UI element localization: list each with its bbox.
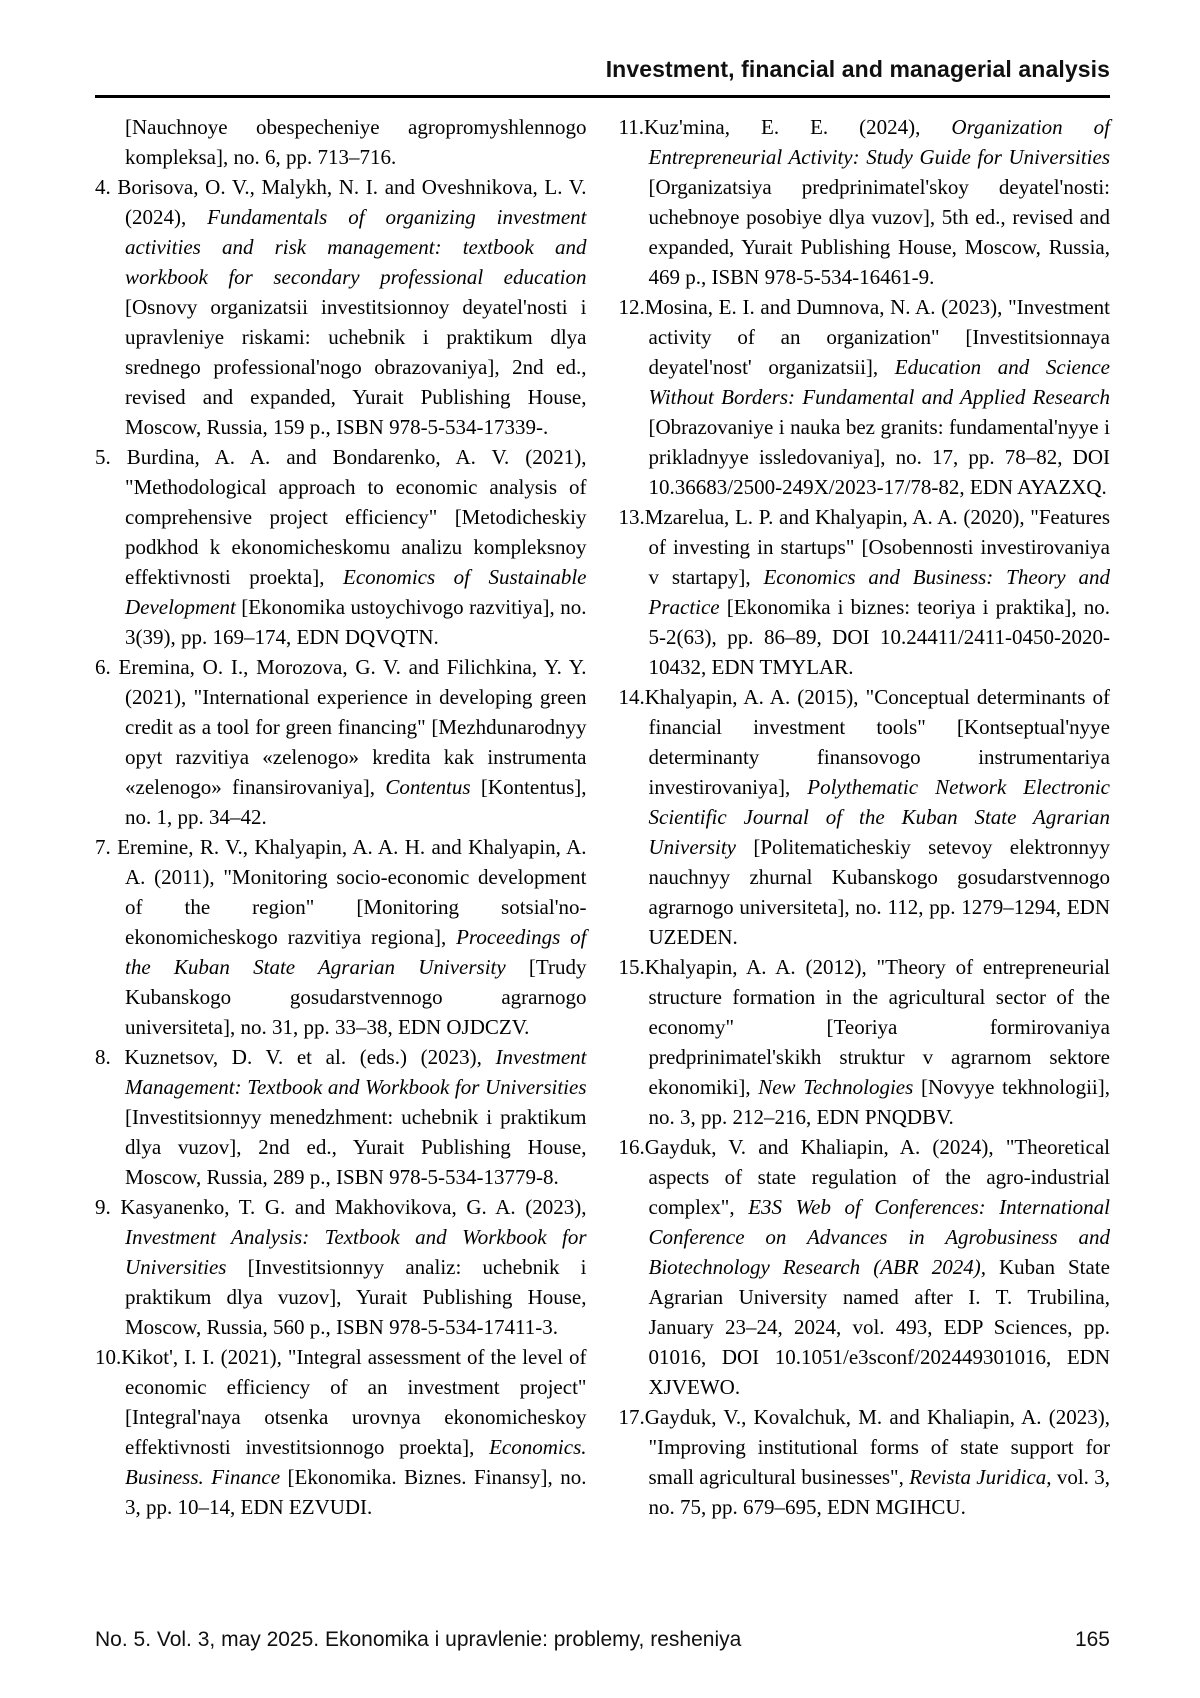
reference-text: Kuznetsov, D. V. et al. (eds.) (2023), — [124, 1045, 496, 1069]
references-section — [95, 112, 1110, 1522]
reference-number: 6. — [95, 655, 119, 679]
reference-item — [619, 112, 1111, 292]
reference-item — [619, 502, 1111, 682]
running-head-title: Investment, financial and managerial analysis — [605, 56, 1110, 82]
reference-item — [619, 682, 1111, 952]
page-footer — [95, 1628, 1110, 1652]
reference-number: 11. — [618, 115, 644, 139]
reference-item — [95, 172, 587, 442]
reference-text: [Investitsionnyy analiz: uchebnik i praktikum dlya vuzov], Yurait Publishing House, Moscow, Russia, 560 p., ISBN 978-5-534-17411-3. — [125, 1255, 587, 1339]
reference-number: 4. — [95, 175, 118, 199]
reference-number: 13. — [618, 505, 645, 529]
reference-text: Mzarelua, L. P. and Khalyapin, A. A. (2020), "Features of investing in startups" [Osobennosti investirovaniya v startapy], — [644, 505, 1110, 589]
reference-item — [95, 1192, 587, 1342]
reference-text: [Ekonomika i biznes: teoriya i praktika], no. 5-2(63), pp. 86–89, DOI 10.24411/2411-0450-2020-10432, EDN TMYLAR. — [648, 595, 1110, 679]
reference-text: [Obrazovaniye i nauka bez granits: fundamental'nyye i prikladnyye issledovaniya], no. 17, pp. 78–82, DOI 10.36683/2500-249X/2023-17/78-82, EDN AYAZXQ. — [648, 415, 1110, 499]
header-rule — [95, 95, 1110, 98]
reference-number: 14. — [618, 685, 645, 709]
reference-source-title: Investment Analysis: Textbook and Workbook for Universities — [125, 1225, 587, 1279]
reference-text: Mosina, E. I. and Dumnova, N. A. (2023), "Investment activity of an organization" [Investitsionnaya deyatel'nost' organizatsii], — [644, 295, 1110, 379]
reference-number: 8. — [95, 1045, 125, 1069]
reference-text: [Trudy Kubanskogo gosudarstvennogo agrarnogo universiteta], no. 31, pp. 33–38, EDN OJDCZV. — [125, 955, 587, 1039]
reference-text: [Politematicheskiy setevoy elektronnyy nauchnyy zhurnal Kubanskogo gosudarstvennogo agrarnogo universiteta], no. 112, pp. 1279–1294, EDN UZEDEN. — [648, 835, 1110, 949]
reference-source-title: New Technologies — [758, 1075, 914, 1099]
reference-number: 12. — [618, 295, 645, 319]
reference-number: 5. — [95, 445, 127, 469]
reference-number: 9. — [95, 1195, 121, 1219]
reference-item — [95, 1342, 587, 1522]
reference-text: [Ekonomika. Biznes. Finansy], no. 3, pp. 10–14, EDN EZVUDI. — [125, 1465, 587, 1519]
reference-source-title: E3S Web of Conferences: International Conference on Advances in Agrobusiness and Biotechnology Research (ABR 2024), — [648, 1195, 1110, 1279]
reference-text: Eremine, R. V., Khalyapin, A. A. H. and Khalyapin, A. A. (2011), "Monitoring socio-economic development of the region" [Monitoring sotsial'no-ekonomicheskogo razvitiya regiona], — [117, 835, 587, 949]
reference-source-title: Investment Management: Textbook and Workbook for Universities — [125, 1045, 587, 1099]
reference-source-title: Polythematic Network Electronic Scientific Journal of the Kuban State Agrarian University — [648, 775, 1110, 859]
reference-source-title: Education and Science Without Borders: Fundamental and Applied Research — [648, 355, 1110, 409]
references-column-right — [619, 112, 1111, 1522]
reference-item — [95, 832, 587, 1042]
reference-text: Khalyapin, A. A. (2012), "Theory of entrepreneurial structure formation in the agricultural sector of the economy" [Teoriya formirovaniya predprinimatel'skikh struktur v agrarnom sektore ekonomiki], — [644, 955, 1110, 1099]
reference-text: Kikot', I. I. (2021), "Integral assessment of the level of economic efficiency of an investment project" [Integral'naya otsenka urovnya ekonomicheskoy effektivnosti investitsionnogo proekta], — [121, 1345, 587, 1459]
reference-text: Gayduk, V. and Khaliapin, A. (2024), "Theoretical aspects of state regulation of the agro-industrial complex", — [644, 1135, 1110, 1219]
reference-text: Gayduk, V., Kovalchuk, M. and Khaliapin, A. (2023), "Improving institutional forms of state support for small agricultural businesses", — [644, 1405, 1110, 1489]
reference-source-title: Fundamentals of organizing investment activities and risk management: textbook and workbook for secondary professional education — [125, 205, 587, 289]
reference-source-title: Economics and Business: Theory and Practice — [648, 565, 1110, 619]
reference-text: [Novyye tekhnologii], no. 3, pp. 212–216, EDN PNQDBV. — [648, 1075, 1110, 1129]
reference-source-title: Economics. Business. Finance — [125, 1435, 587, 1489]
reference-item — [619, 1402, 1111, 1522]
reference-item — [619, 952, 1111, 1132]
reference-source-title: Revista Juridica, — [909, 1465, 1052, 1489]
reference-text: [Organizatsiya predprinimatel'skoy deyatel'nosti: uchebnoye posobiye dlya vuzov], 5th ed., revised and expanded, Yurait Publishing House, Moscow, Russia, 469 p., ISBN 978-5-534-16461-9. — [648, 175, 1110, 289]
reference-text: Kasyanenko, T. G. and Makhovikova, G. A. (2023), — [120, 1195, 587, 1219]
reference-text: vol. 3, no. 75, pp. 679–695, EDN MGIHCU. — [648, 1465, 1110, 1519]
reference-number: 15. — [618, 955, 645, 979]
reference-source-title: Organization of Entrepreneurial Activity: Study Guide for Universities — [648, 115, 1110, 169]
reference-item — [95, 652, 587, 832]
reference-text: [Nauchnoye obespecheniye agropromyshlennogo kompleksa], no. 6, pp. 713–716. — [125, 115, 587, 169]
reference-text: [Kontentus], no. 1, pp. 34–42. — [125, 775, 587, 829]
footer-journal-info: No. 5. Vol. 3, may 2025. Ekonomika i upravlenie: problemy, resheniya — [95, 1628, 742, 1651]
reference-item — [95, 1042, 587, 1192]
reference-number: 16. — [618, 1135, 645, 1159]
reference-text: [Investitsionnyy menedzhment: uchebnik i praktikum dlya vuzov], 2nd ed., Yurait Publishing House, Moscow, Russia, 289 p., ISBN 978-5-534-13779-8. — [125, 1105, 587, 1189]
references-column-left — [95, 112, 587, 1522]
reference-number: 7. — [95, 835, 118, 859]
reference-item — [619, 292, 1111, 502]
reference-text: [Ekonomika ustoychivogo razvitiya], no. 3(39), pp. 169–174, EDN DQVQTN. — [125, 595, 587, 649]
reference-text: Khalyapin, A. A. (2015), "Conceptual determinants of financial investment tools" [Kontseptual'nyye determinanty finansovogo instrumentariya investirovaniya], — [644, 685, 1110, 799]
page-number: 165 — [1074, 1628, 1110, 1651]
reference-source-title: Contentus — [385, 775, 471, 799]
reference-source-title: Economics of Sustainable Development — [125, 565, 587, 619]
reference-text: [Osnovy organizatsii investitsionnoy deyatel'nosti i upravleniye riskami: uchebnik i praktikum dlya srednego professional'nogo obrazovaniya], 2nd ed., revised and expanded, Yurait Publishing House, Moscow, Russia, 159 p., ISBN 978-5-534-17339-. — [125, 295, 587, 439]
reference-text: Kuz'mina, E. E. (2024), — [643, 115, 952, 139]
reference-text: Kuban State Agrarian University named after I. T. Trubilina, January 23–24, 2024, vol. 493, EDP Sciences, pp. 01016, DOI 10.1051/e3sconf/202449301016, EDN XJVEWO. — [648, 1255, 1110, 1399]
reference-text: Borisova, O. V., Malykh, N. I. and Oveshnikova, L. V. (2024), — [117, 175, 587, 229]
reference-item — [95, 442, 587, 652]
reference-item-continuation — [95, 112, 587, 172]
reference-text: Burdina, A. A. and Bondarenko, A. V. (2021), "Methodological approach to economic analysis of comprehensive project efficiency" [Metodicheskiy podkhod k ekonomicheskomu analizu kompleksnoy effektivnosti proekta], — [125, 445, 587, 589]
reference-text: Eremina, O. I., Morozova, G. V. and Filichkina, Y. Y. (2021), "International experience in developing green credit as a tool for green financing" [Mezhdunarodnyy opyt razvitiya «zelenogo» kredita kak instrumenta «zelenogo» finansirovaniya], — [118, 655, 587, 799]
reference-source-title: Proceedings of the Kuban State Agrarian University — [125, 925, 587, 979]
reference-item — [619, 1132, 1111, 1402]
reference-number: 17. — [618, 1405, 645, 1429]
reference-number: 10. — [95, 1345, 122, 1369]
